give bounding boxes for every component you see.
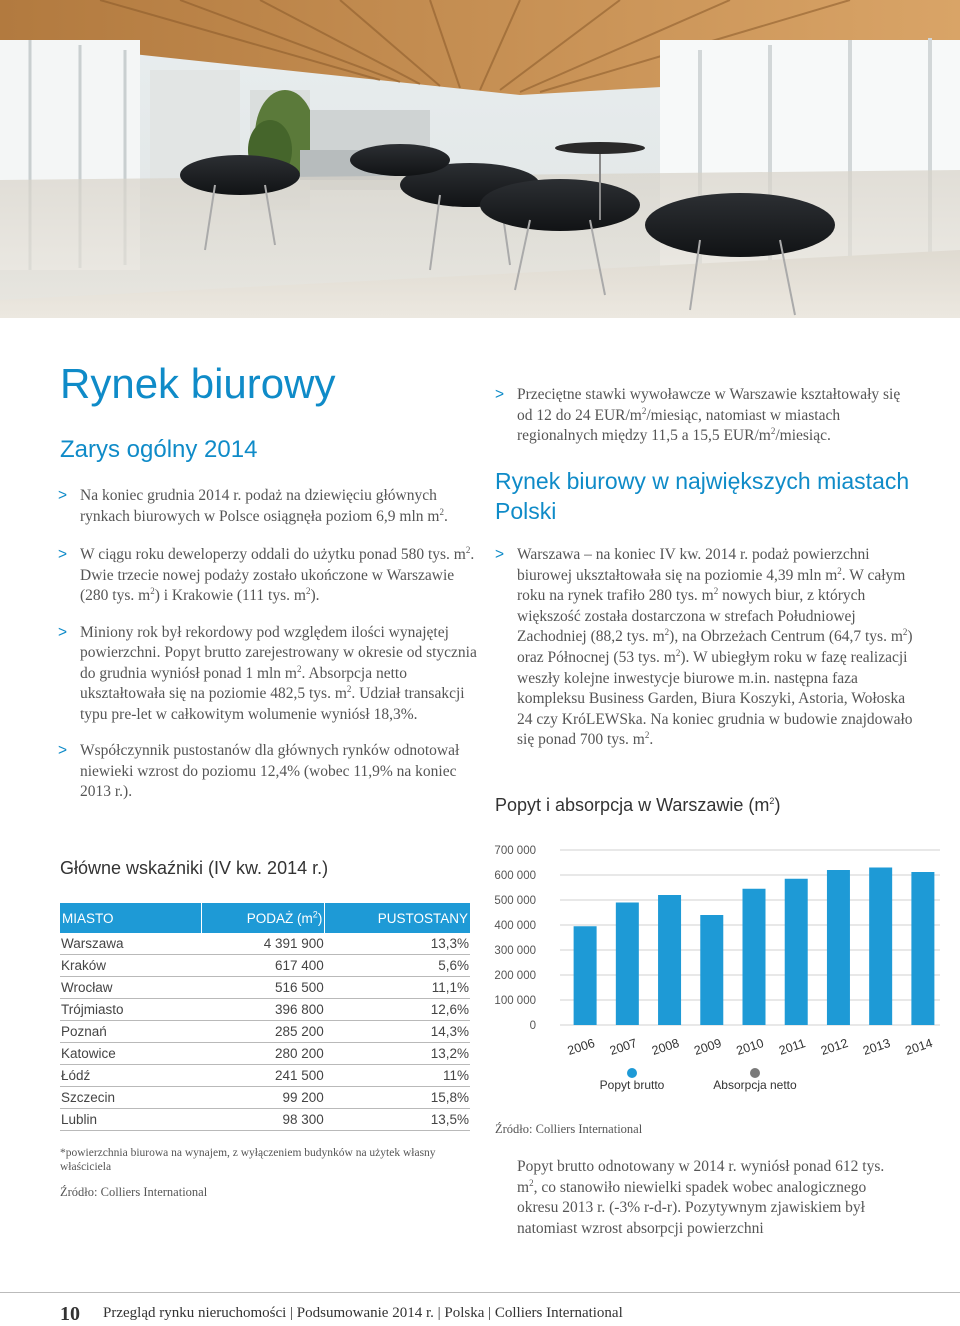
right-bullet-list [495, 545, 915, 769]
vacancy-cell: 15,8% [325, 1087, 470, 1109]
x-tick-label: 2013 [861, 1036, 893, 1058]
supply-cell: 516 500 [202, 977, 325, 999]
table-source: Źródło: Colliers International [60, 1185, 208, 1199]
table-row [60, 977, 470, 999]
table-row [60, 933, 470, 955]
vacancy-cell: 13,5% [325, 1109, 470, 1131]
demand-absorption-chart [480, 835, 950, 1105]
legend-label: Absorpcja netto [713, 1078, 797, 1092]
x-tick-label: 2010 [734, 1036, 766, 1058]
city-cell: Katowice [60, 1043, 202, 1065]
x-tick-label: 2008 [650, 1036, 681, 1058]
footer-text: Przegląd rynku nieruchomości | Podsumowanie 2014 r. | Polska | Colliers International [103, 1305, 623, 1321]
supply-cell: 241 500 [202, 1065, 325, 1087]
col-header-supply: PODAŻ $(m^2)$ [202, 903, 325, 933]
table-row [60, 1087, 470, 1109]
vacancy-cell: 11,1% [325, 977, 470, 999]
right-bullet-list-top [495, 385, 915, 465]
table-row [60, 1065, 470, 1087]
y-tick-label: 200 000 [494, 970, 536, 982]
bullet-item: > Współczynnik pustostanów dla głównych rynków odnotował niewieki wzrost do poziomu 12,4% (wobec 11,9% na koniec 2013 r.). [58, 742, 460, 800]
bar-popyt-brutto [574, 926, 597, 1025]
page-subtitle: Zarys ogólny 2014 [60, 436, 258, 463]
table-row [60, 1043, 470, 1065]
y-tick-label: 300 000 [494, 945, 536, 957]
vacancy-cell: 13,2% [325, 1043, 470, 1065]
vacancy-cell: 11% [325, 1065, 470, 1087]
section-heading: Rynek biurowy w największych miastach Polski [495, 468, 910, 524]
legend-swatch [750, 1068, 760, 1078]
legend-swatch [627, 1068, 637, 1078]
city-cell: Kraków [60, 955, 202, 977]
bullet-item: > Na koniec grudnia 2014 r. podaż na dziewięciu głównych rynkach biurowych w Polsce osiągnęła poziom 6,9 mln $m^2$. [58, 487, 448, 525]
bar-popyt-brutto [869, 868, 892, 1026]
chart-source: Źródło: Colliers International [495, 1122, 643, 1136]
closing-paragraph: Popyt brutto odnotowany w 2014 r. wyniósł ponad 612 tys. $m^2$, co stanowiło niewielki spadek wobec analogicznego okresu 2013 r. (-3% r-d-r). Pozytywnym zjawiskiem był natomiast wzrost absorpcji powierzchni [517, 1158, 885, 1237]
vacancy-cell: 12,6% [325, 999, 470, 1021]
bar-popyt-brutto [785, 879, 808, 1025]
city-cell: Łódź [60, 1065, 202, 1087]
chart-heading: Popyt i absorpcja w Warszawie $(m^2)$ [495, 795, 781, 815]
bullet-item: > Przeciętne stawki wywoławcze w Warszawie kształtowały się od 12 do 24 EUR/$m^2$/miesiąc, natomiast w miastach regionalnych między 11,5 a 15,5 EUR/$m^2$/miesiąc. [495, 386, 901, 444]
vacancy-cell: 13,3% [325, 933, 470, 955]
vacancy-cell: 5,6% [325, 955, 470, 977]
bullet-marker: > [58, 487, 68, 504]
bar-popyt-brutto [658, 895, 681, 1025]
supply-cell: 99 200 [202, 1087, 325, 1109]
table-row [60, 999, 470, 1021]
city-cell: Poznań [60, 1021, 202, 1043]
x-tick-label: 2012 [819, 1036, 850, 1058]
table-row [60, 955, 470, 977]
x-tick-label: 2006 [565, 1036, 597, 1058]
city-cell: Wrocław [60, 977, 202, 999]
vacancy-cell: 14,3% [325, 1021, 470, 1043]
bar-popyt-brutto [700, 915, 723, 1025]
table-footnote: *powierzchnia biurowa na wynajem, z wyłączeniem budynków na użytek własny właściciela [60, 1147, 436, 1173]
city-cell: Lublin [60, 1109, 202, 1131]
bar-popyt-brutto [911, 872, 934, 1025]
bar-popyt-brutto [616, 903, 639, 1026]
bullet-item: > Warszawa – na koniec IV kw. 2014 r. podaż powierzchni biurowej ukształtowała się na poziomie 4,39 mln $m^2$. W całym roku na rynek trafiło 280 tys. $m^2$ nowych biur, z których większość została dostarczona w strefach Południowej Zachodniej (88,2 tys. $m^2$), na Obrzeżach Centrum (64,7 tys. $m^2$) oraz Północnej (53 tys. $m^2$). W ubiegłym roku w fazę realizacji weszły kolejne inwestycje biurowe m.in. następna faza kompleksu Business Garden, Biura Koszyki, Astoria, Wołoska 24 czy KróLEWSka. Na koniec grudnia w budowie znajdowało się ponad 700 tys. $m^2$. [495, 546, 913, 749]
col-header-vacancy: PUSTOSTANY [325, 903, 470, 933]
bar-popyt-brutto [743, 889, 766, 1025]
supply-cell: 396 800 [202, 999, 325, 1021]
supply-cell: 285 200 [202, 1021, 325, 1043]
key-indicators-table [60, 903, 470, 1131]
city-cell: Trójmiasto [60, 999, 202, 1021]
col-header-city: MIASTO [60, 903, 202, 933]
table-row [60, 1109, 470, 1131]
y-tick-label: 100 000 [494, 995, 536, 1007]
y-tick-label: 400 000 [494, 920, 536, 932]
supply-cell: 280 200 [202, 1043, 325, 1065]
page-title: Rynek biurowy [60, 360, 336, 407]
footer-divider [0, 1292, 960, 1293]
legend-label: Popyt brutto [599, 1078, 665, 1092]
supply-cell: 4 391 900 [202, 933, 325, 955]
supply-cell: 617 400 [202, 955, 325, 977]
bullet-item: > W ciągu roku deweloperzy oddali do użytku ponad 580 tys. $m^2$. Dwie trzecie nowej podaży zostało ukończone w Warszawie (280 tys. $m^2$) i Krakowie (111 tys. $m^2$). [58, 544, 475, 604]
table-title: Główne wskaźniki (IV kw. 2014 r.) [60, 858, 329, 878]
table-row [60, 1021, 470, 1043]
y-tick-label: 600 000 [494, 870, 536, 882]
x-tick-label: 2007 [607, 1036, 639, 1058]
y-tick-label: 0 [529, 1020, 536, 1032]
bar-popyt-brutto [827, 870, 850, 1025]
x-tick-label: 2009 [692, 1036, 724, 1058]
x-tick-label: 2014 [903, 1036, 935, 1058]
page-number: 10 [60, 1303, 80, 1325]
city-cell: Warszawa [60, 933, 202, 955]
y-tick-label: 500 000 [494, 895, 536, 907]
left-bullet-list [58, 486, 478, 821]
y-tick-label: 700 000 [494, 845, 536, 857]
hero-photo [0, 0, 960, 318]
bullet-item: > Miniony rok był rekordowy pod względem ilości wynajętej powierzchni. Popyt brutto zarejestrowany w okresie od stycznia do grudnia wyniósł ponad 1 mln $m^2$. Absorpcja netto ukształtowała się na poziomie 482,5 tys. $m^2$. Udział transakcji typu pre-let w całkowitym wolumenie wyniósł 18,3%. [58, 623, 477, 723]
supply-cell: 98 300 [202, 1109, 325, 1131]
x-tick-label: 2011 [777, 1036, 808, 1058]
city-cell: Szczecin [60, 1087, 202, 1109]
